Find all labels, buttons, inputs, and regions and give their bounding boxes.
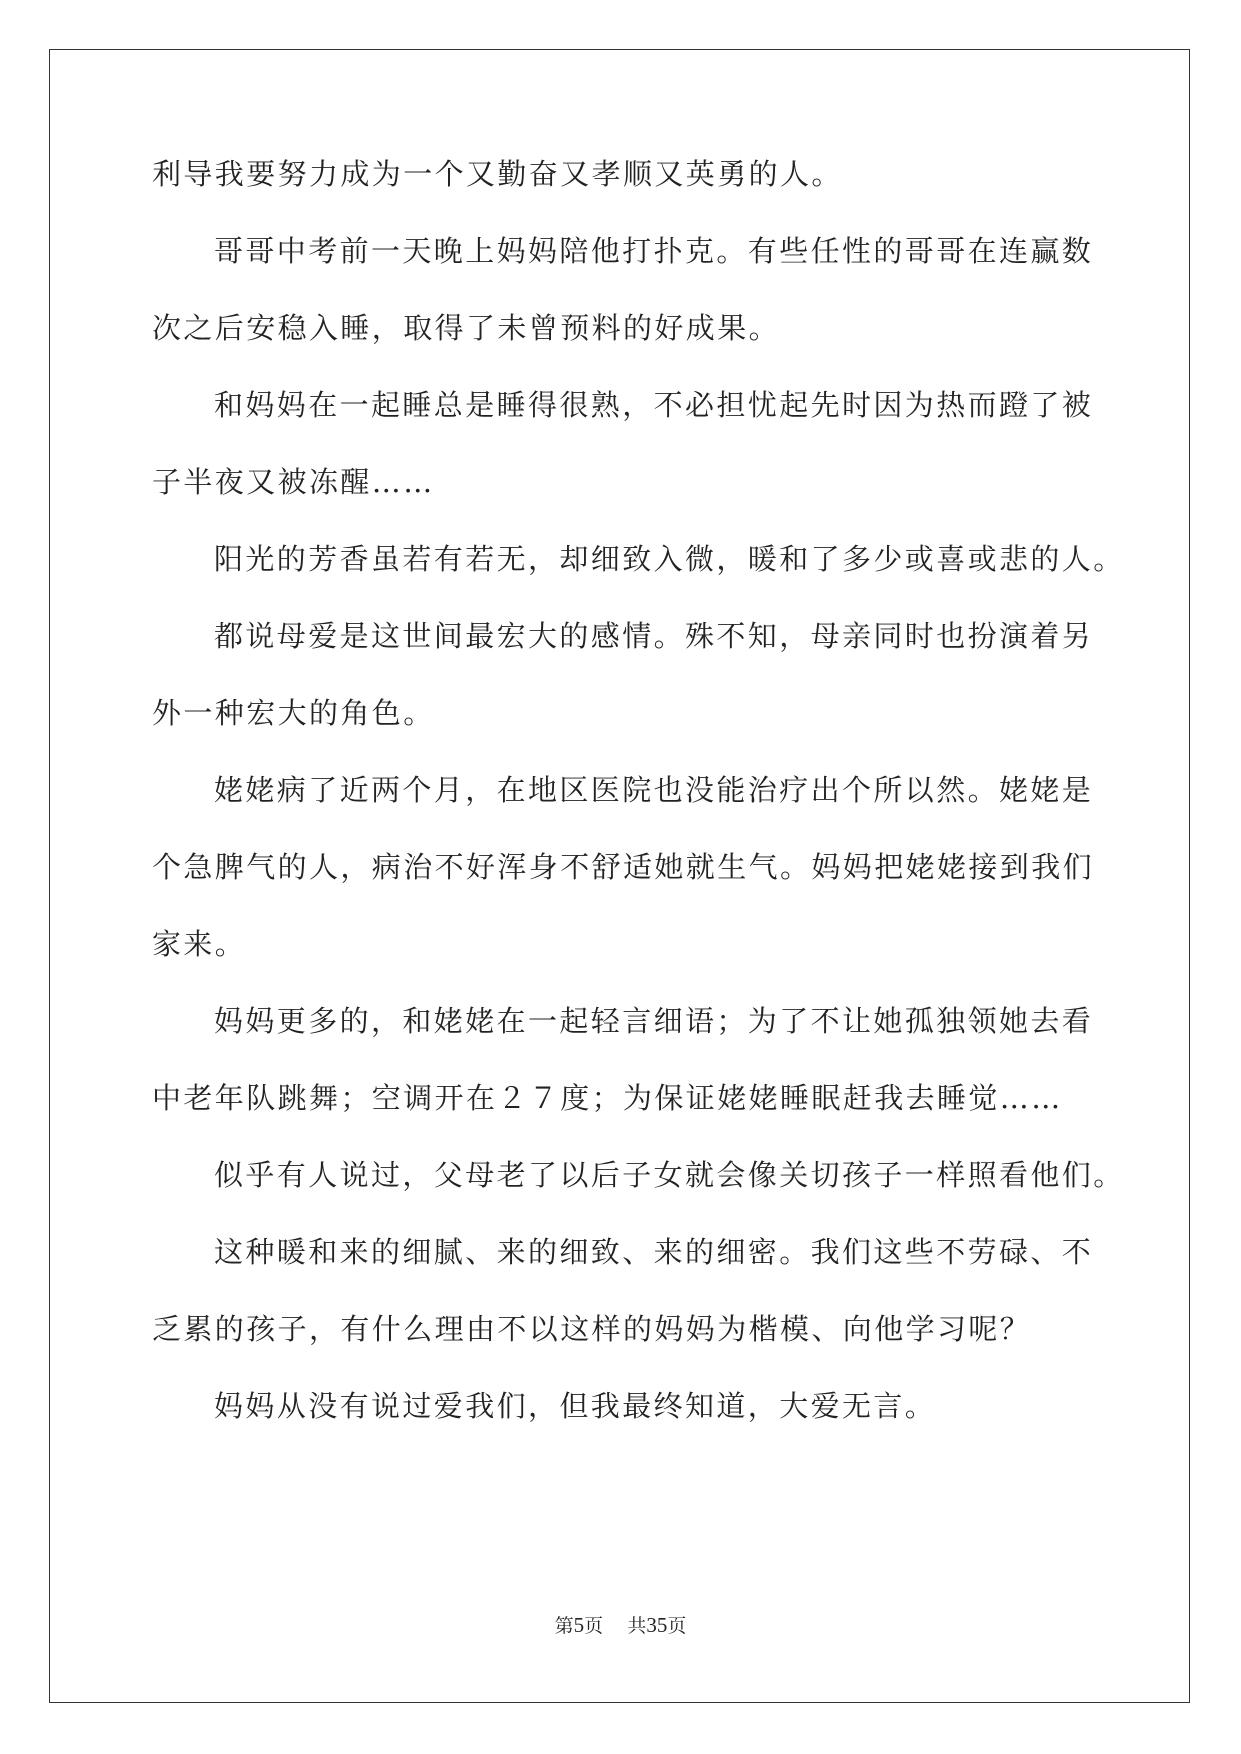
footer-page-suffix: 页 bbox=[584, 1615, 604, 1637]
footer-total-suffix: 页 bbox=[667, 1615, 687, 1637]
footer-total-prefix: 共 bbox=[627, 1615, 647, 1637]
total-page-count: 35 bbox=[646, 1613, 668, 1637]
text-line: 阳光的芳香虽若有若无，却细致入微，暖和了多少或喜或悲的人。 bbox=[214, 542, 1125, 576]
text-line: 哥哥中考前一天晚上妈妈陪他打扑克。有些任性的哥哥在连赢数 bbox=[214, 234, 1094, 268]
text-line: 家来。 bbox=[152, 927, 247, 961]
text-line: 似乎有人说过，父母老了以后子女就会像关切孩子一样照看他们。 bbox=[214, 1158, 1125, 1192]
current-page-number: 5 bbox=[573, 1613, 585, 1637]
text-line: 妈妈更多的，和姥姥在一起轻言细语；为了不让她孤独领她去看 bbox=[214, 1004, 1094, 1038]
text-line: 姥姥病了近两个月，在地区医院也没能治疗出个所以然。姥姥是 bbox=[214, 773, 1094, 807]
text-line: 妈妈从没有说过爱我们，但我最终知道，大爱无言。 bbox=[214, 1389, 937, 1423]
text-line: 乏累的孩子，有什么理由不以这样的妈妈为楷模、向他学习呢？ bbox=[152, 1312, 1032, 1346]
page-number-footer bbox=[0, 1613, 1241, 1638]
text-line: 利导我要努力成为一个又勤奋又孝顺又英勇的人。 bbox=[152, 157, 843, 191]
text-line: 外一种宏大的角色。 bbox=[152, 696, 435, 730]
text-line: 中老年队跳舞；空调开在２７度；为保证姥姥睡眠赶我去睡觉…… bbox=[152, 1081, 1063, 1115]
text-line: 这种暖和来的细腻、来的细致、来的细密。我们这些不劳碌、不 bbox=[214, 1235, 1094, 1269]
text-line: 次之后安稳入睡，取得了未曾预料的好成果。 bbox=[152, 311, 781, 345]
text-line: 个急脾气的人，病治不好浑身不舒适她就生气。妈妈把姥姥接到我们 bbox=[152, 850, 1095, 884]
text-line: 和妈妈在一起睡总是睡得很熟，不必担忧起先时因为热而蹬了被 bbox=[214, 388, 1094, 422]
footer-prefix: 第 bbox=[554, 1615, 574, 1637]
text-line: 子半夜又被冻醒…… bbox=[152, 465, 435, 499]
text-line: 都说母爱是这世间最宏大的感情。殊不知，母亲同时也扮演着另 bbox=[214, 619, 1094, 653]
